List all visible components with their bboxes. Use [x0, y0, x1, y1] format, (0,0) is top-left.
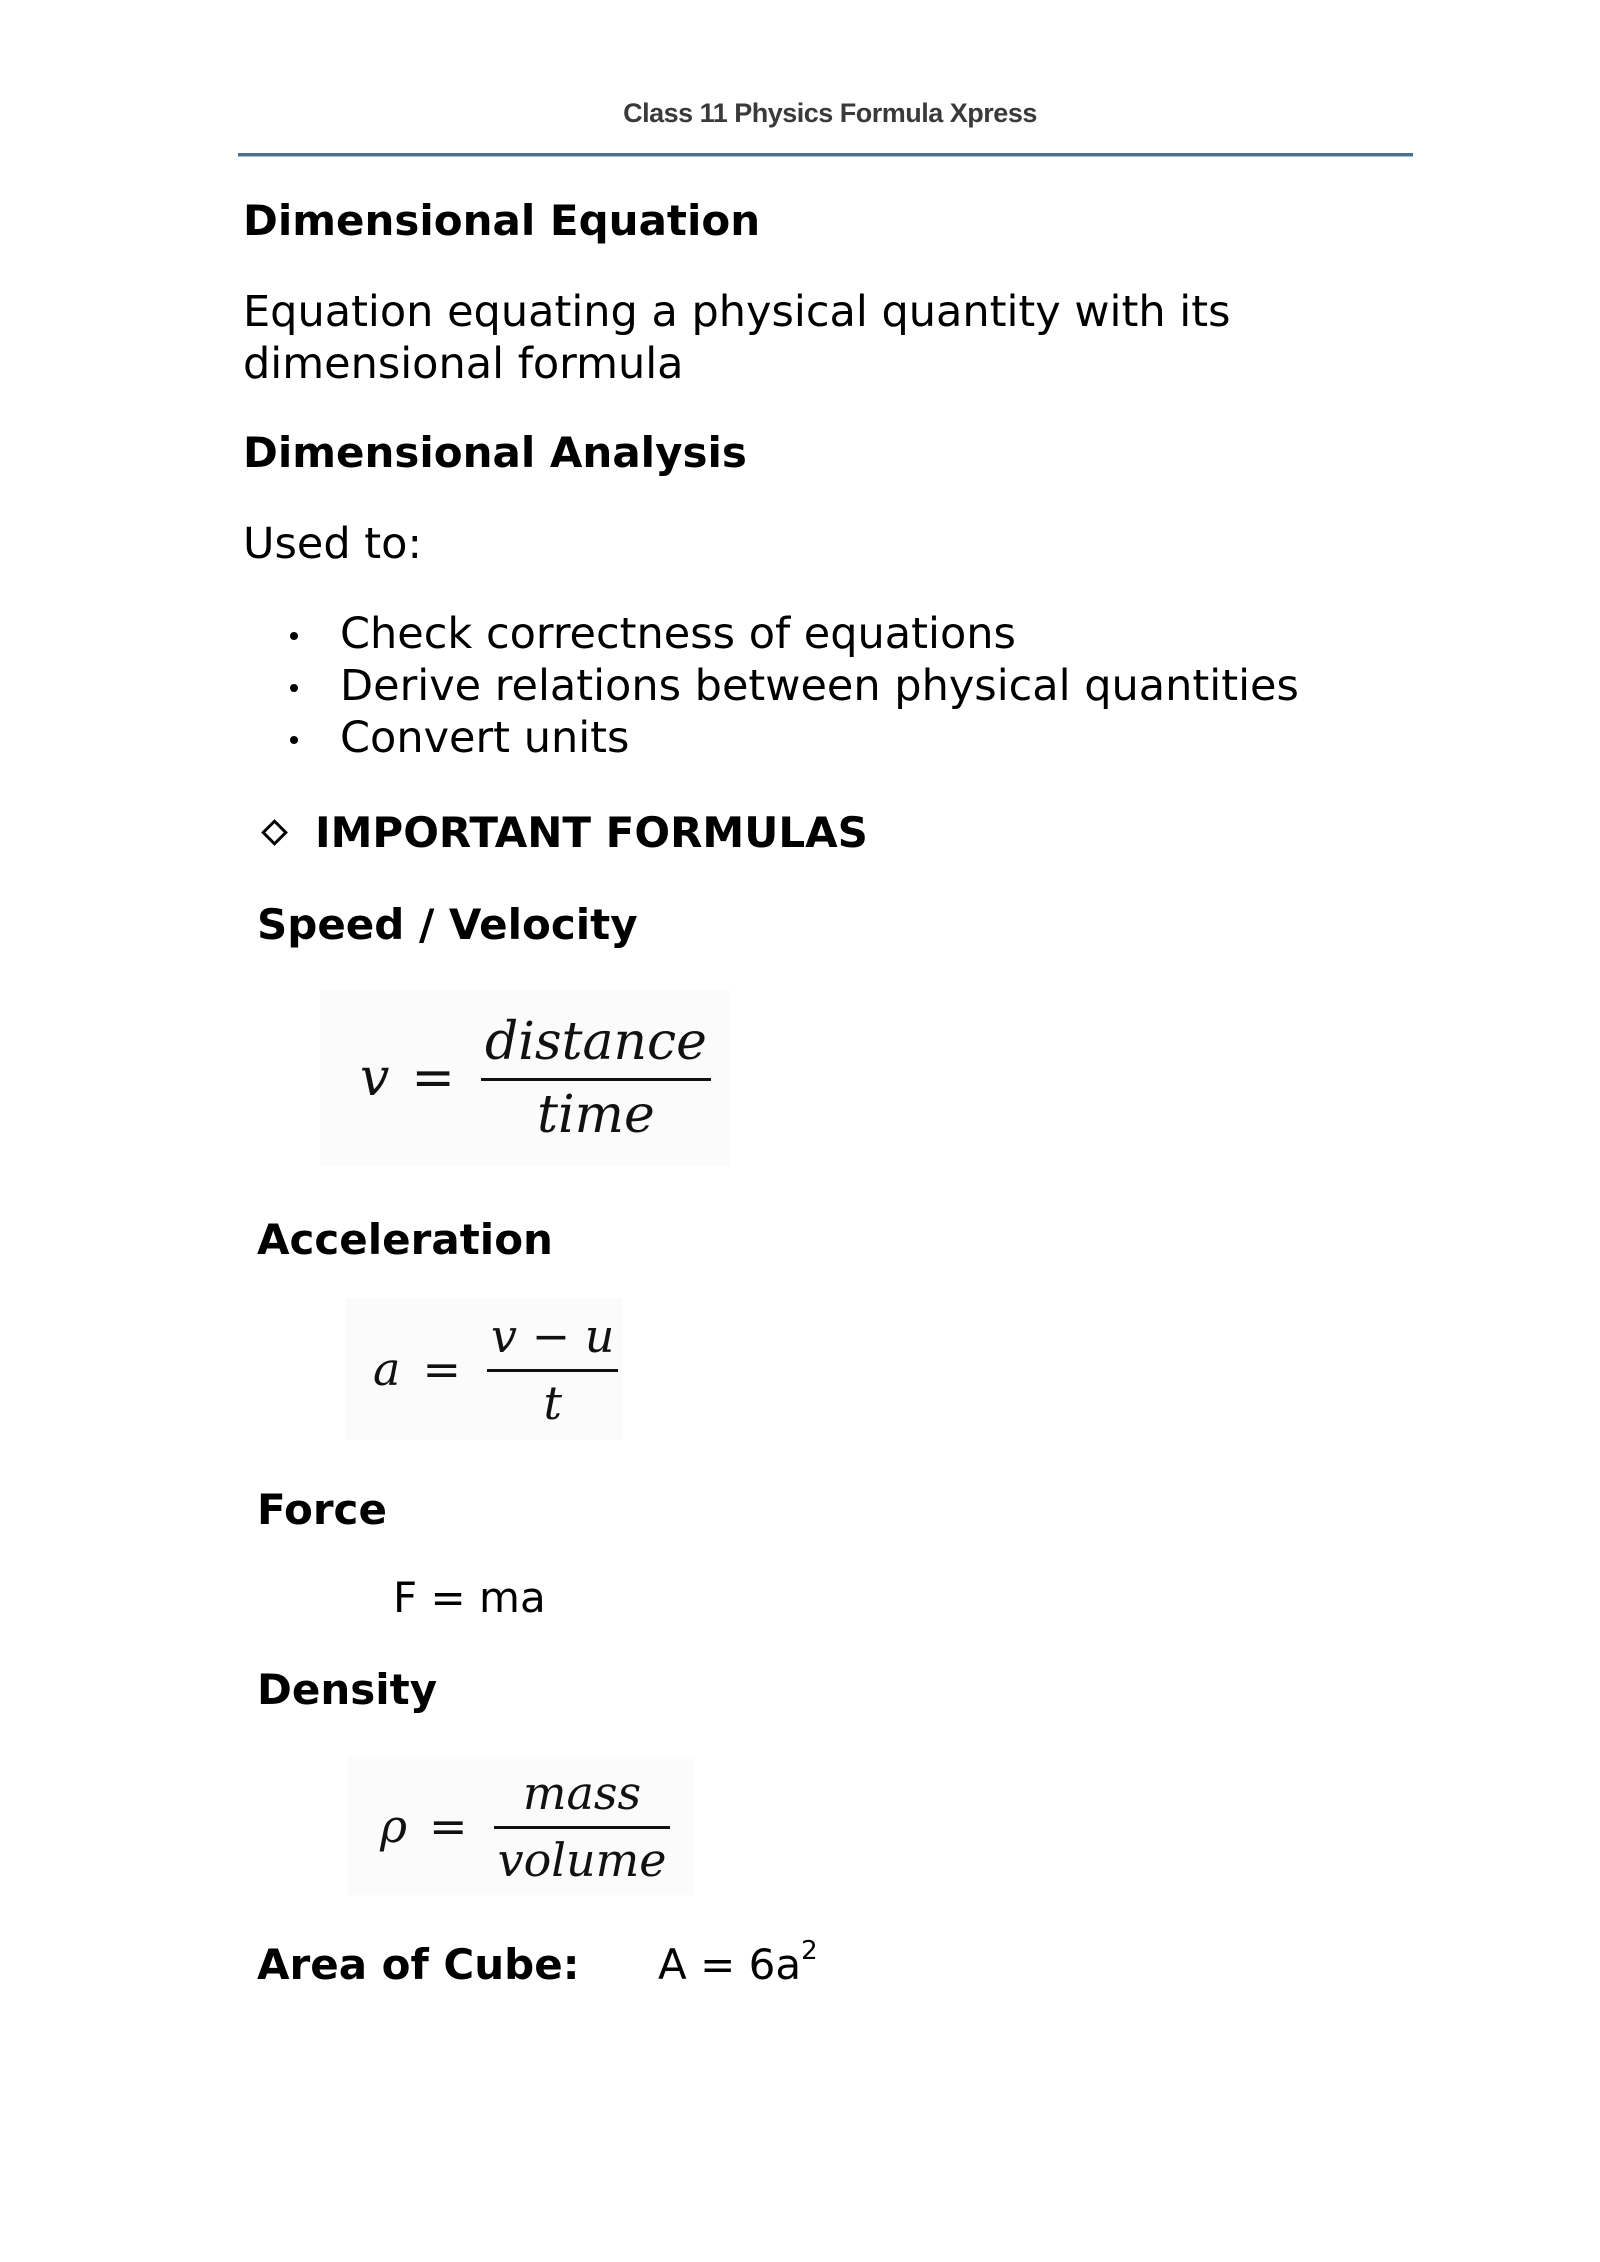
page-header-title: Class 11 Physics Formula Xpress	[623, 98, 1037, 128]
bullet-icon	[290, 632, 298, 640]
label-area-of-cube: Area of Cube:	[257, 1940, 580, 1989]
list-item: Convert units	[280, 712, 1299, 764]
formula-force: F = ma	[393, 1573, 546, 1622]
label-speed-velocity: Speed / Velocity	[257, 900, 638, 949]
formula-speed: v = $\frac{\text{distance}}{\text{time}}$	[320, 990, 730, 1166]
list-item: Check correctness of equations	[280, 608, 1299, 660]
label-force: Force	[257, 1485, 387, 1534]
dimensional-analysis-uses-list	[280, 608, 1299, 764]
dimensional-analysis-intro: Used to:	[243, 519, 422, 569]
formula-area-of-cube: $A = 6a^2$	[658, 1936, 818, 1989]
label-density: Density	[257, 1665, 438, 1714]
bullet-icon	[290, 736, 298, 744]
heading-dimensional-equation: Dimensional Equation	[243, 196, 761, 245]
dimensional-equation-text-line1: Equation equating a physical quantity with its	[243, 287, 1231, 337]
heading-dimensional-analysis: Dimensional Analysis	[243, 428, 747, 477]
fraction: $\frac{\text{mass}}{\text{volume}}$	[494, 1766, 671, 1887]
header-divider	[238, 153, 1413, 157]
fraction: $\frac{v - u}{t}$	[487, 1309, 618, 1430]
list-item: Derive relations between physical quantities	[280, 660, 1299, 712]
bullet-icon	[290, 684, 298, 692]
dimensional-equation-text-line2: dimensional formula	[243, 339, 684, 389]
fraction: $\frac{\text{distance}}{\text{time}}$	[481, 1012, 711, 1145]
heading-important-formulas: IMPORTANT FORMULAS	[315, 808, 868, 857]
formula-density: ρ = $\frac{\text{mass}}{\text{volume}}$	[348, 1757, 694, 1895]
label-acceleration: Acceleration	[257, 1215, 553, 1264]
formula-acceleration: a = $\frac{v - u}{t}$	[345, 1298, 623, 1440]
diamond-icon	[261, 819, 288, 846]
